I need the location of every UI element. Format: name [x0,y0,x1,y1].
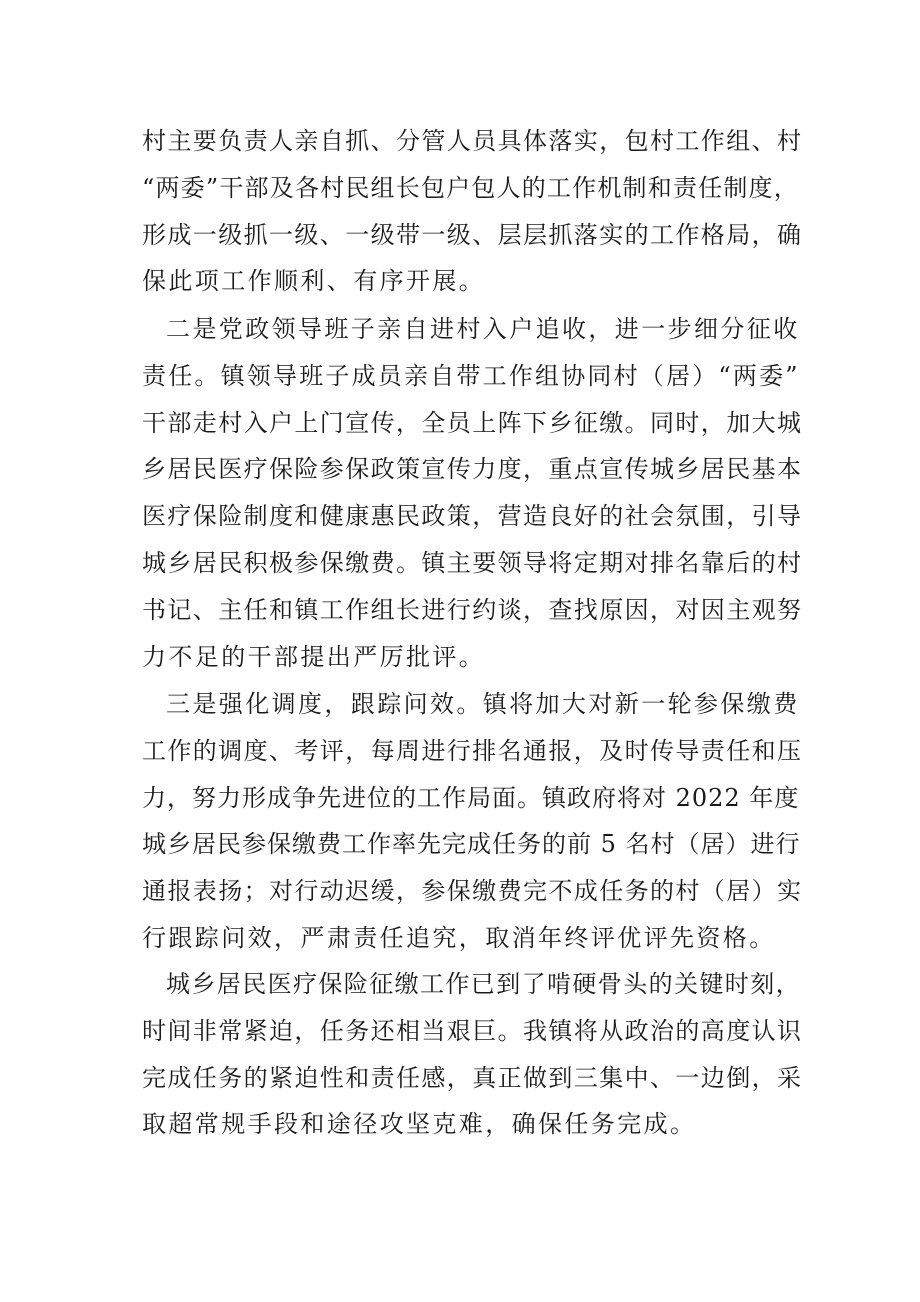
text-line: 保此项工作顺利、有序开展。 [142,267,486,296]
text-line: 乡居民医疗保险参保政策宣传力度，重点宣传城乡居民基本 [142,455,803,484]
text-line: 力，努力形成争先进位的工作局面。镇政府将对 2022 年度 [142,783,800,812]
paragraph-conclusion [142,961,802,1148]
text-line: 村主要负责人亲自抓、分管人员具体落实，包村工作组、村 [142,127,803,155]
text-line: “两委”干部及各村民组长包户包人的工作机制和责任制度， [142,173,799,202]
text-line: 形成一级抓一级、一级带一级、层层抓落实的工作格局，确 [142,220,803,249]
text-line: 城乡居民医疗保险征缴工作已到了啃硬骨头的关键时刻， [166,970,801,998]
text-line: 城乡居民参保缴费工作率先完成任务的前 5 名村（居）进行 [142,830,801,859]
text-line: 行跟踪问效，严肃责任追究，取消年终评优评先资格。 [142,923,776,952]
text-line: 力不足的干部提出严厉批评。 [142,642,486,671]
text-line: 完成任务的紧迫性和责任感，真正做到三集中、一边倒，采 [142,1063,803,1092]
paragraph-second-measure [142,306,802,680]
paragraph-third-measure [142,681,802,962]
text-line: 二是党政领导班子亲自进村入户追收，进一步细分征收 [166,315,800,343]
text-line: 城乡居民积极参保缴费。镇主要领导将定期对排名靠后的村 [142,548,803,577]
text-line: 医疗保险制度和健康惠民政策，营造良好的社会氛围，引导 [142,502,803,531]
text-line: 书记、主任和镇工作组长进行约谈，查找原因，对因主观努 [142,595,803,624]
text-line: 取超常规手段和途径攻坚克难，确保任务完成。 [142,1110,697,1139]
text-line: 干部走村入户上门宣传，全员上阵下乡征缴。同时，加大城 [142,408,803,437]
text-line: 三是强化调度，跟踪问效。镇将加大对新一轮参保缴费 [166,690,800,718]
text-line: 通报表扬；对行动迟缓，参保缴费完不成任务的村（居）实 [142,877,803,906]
text-line: 时间非常紧迫，任务还相当艰巨。我镇将从政治的高度认识 [142,1016,803,1045]
paragraph-continuation [142,118,802,305]
text-line: 责任。镇领导班子成员亲自带工作组协同村（居）“两委” [142,361,800,390]
text-line: 工作的调度、考评，每周进行排名通报，及时传导责任和压 [142,736,803,765]
